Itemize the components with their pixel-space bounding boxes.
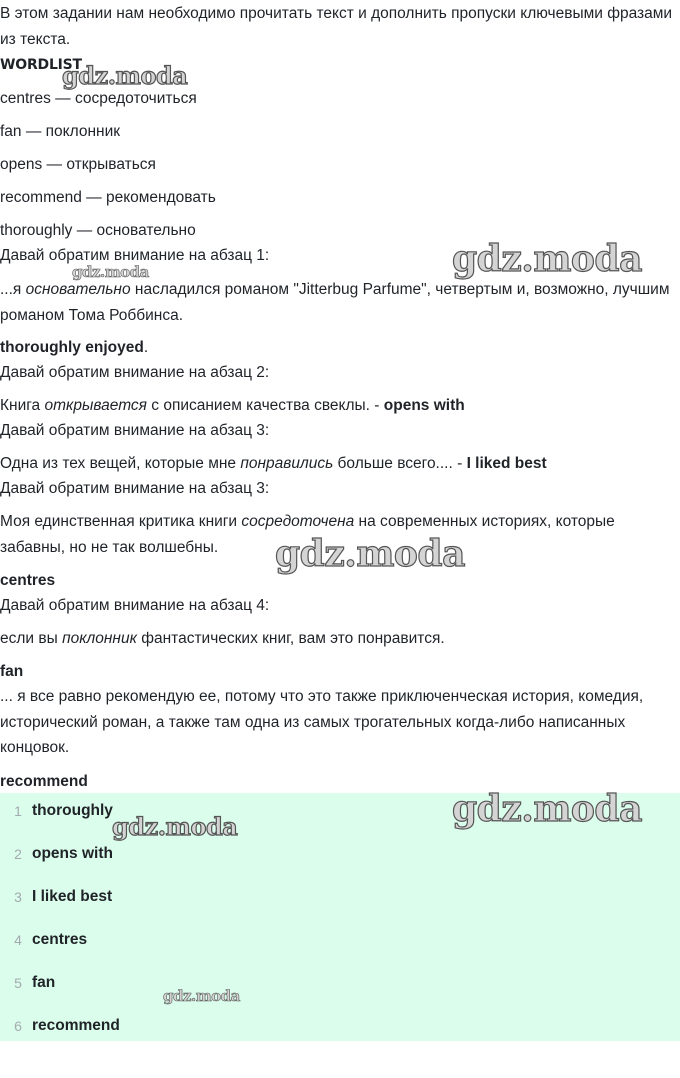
wordlist-title: WORDLIST bbox=[0, 57, 82, 73]
watermark-logo: gdz.moda bbox=[275, 533, 465, 575]
answer-number: 6 bbox=[14, 1018, 22, 1034]
section-heading: Давай обратим внимание на абзац 2: bbox=[0, 364, 270, 381]
section-answer: fan bbox=[0, 663, 24, 680]
section-quote: ...я основательно насладился романом "Jitterbug Parfume", четвертым и, возможно, лучшим романом Тома Роббинса. bbox=[0, 281, 670, 324]
answer-number: 1 bbox=[14, 803, 22, 819]
answer-number: 4 bbox=[14, 932, 22, 948]
section-answer: thoroughly enjoyed. bbox=[0, 339, 149, 356]
highlighted-word: понравились bbox=[240, 455, 334, 472]
answer-number: 3 bbox=[14, 889, 22, 905]
answers-list bbox=[0, 793, 680, 1041]
section-quote: ... я все равно рекомендую ее, потому что это также приключенческая история, комедия, исторический роман, а также там одна из самых трогательных когда-либо написанных концовок. bbox=[0, 688, 644, 756]
highlighted-word: открывается bbox=[44, 397, 147, 414]
wordlist-item: thoroughly — основательно bbox=[0, 222, 196, 239]
section-quote: Моя единственная критика книги сосредоточена на современных историях, которые забавны, но не так волшебны. bbox=[0, 513, 615, 556]
highlighted-word: основательно bbox=[25, 281, 131, 298]
watermark-logo: gdz.moda bbox=[72, 263, 149, 281]
highlighted-word: поклонник bbox=[62, 630, 137, 647]
answer-text: centres bbox=[32, 931, 88, 948]
answer-text: recommend bbox=[32, 1017, 120, 1034]
section-answer: centres bbox=[0, 572, 56, 589]
wordlist-item: recommend — рекомендовать bbox=[0, 189, 216, 206]
section-heading: Давай обратим внимание на абзац 3: bbox=[0, 422, 270, 439]
inline-answer: opens with bbox=[383, 397, 465, 414]
watermark-logo: gdz.moda bbox=[163, 987, 240, 1005]
watermark-logo: gdz.moda bbox=[452, 238, 642, 280]
highlighted-word: сосредоточена bbox=[241, 513, 355, 530]
watermark-logo: gdz.moda bbox=[62, 61, 188, 90]
section-quote: Книга открывается с описанием качества свеклы. - opens with bbox=[0, 397, 465, 414]
intro-text: В этом задании нам необходимо прочитать текст и дополнить пропуски ключевыми фразами из текста. bbox=[0, 5, 673, 48]
answer-text: I liked best bbox=[32, 888, 113, 905]
section-heading: Давай обратим внимание на абзац 1: bbox=[0, 247, 270, 264]
section-quote: Одна из тех вещей, которые мне понравились больше всего.... - I liked best bbox=[0, 455, 547, 472]
answer-number: 5 bbox=[14, 975, 22, 991]
watermark-logo: gdz.moda bbox=[452, 788, 642, 830]
watermark-logo: gdz.moda bbox=[112, 812, 238, 841]
section-answer: recommend bbox=[0, 773, 88, 790]
wordlist-item: fan — поклонник bbox=[0, 123, 121, 140]
answer-number: 2 bbox=[14, 846, 22, 862]
answer-text: opens with bbox=[32, 845, 113, 862]
wordlist-item: opens — открываться bbox=[0, 156, 156, 173]
section-heading: Давай обратим внимание на абзац 3: bbox=[0, 480, 270, 497]
section-heading: Давай обратим внимание на абзац 4: bbox=[0, 597, 270, 614]
section-quote: если вы поклонник фантастических книг, вам это понравится. bbox=[0, 630, 445, 647]
answer-text: thoroughly bbox=[32, 802, 113, 819]
inline-answer: I liked best bbox=[466, 455, 547, 472]
wordlist-item: centres — сосредоточиться bbox=[0, 90, 197, 107]
answer-text: fan bbox=[32, 974, 56, 991]
